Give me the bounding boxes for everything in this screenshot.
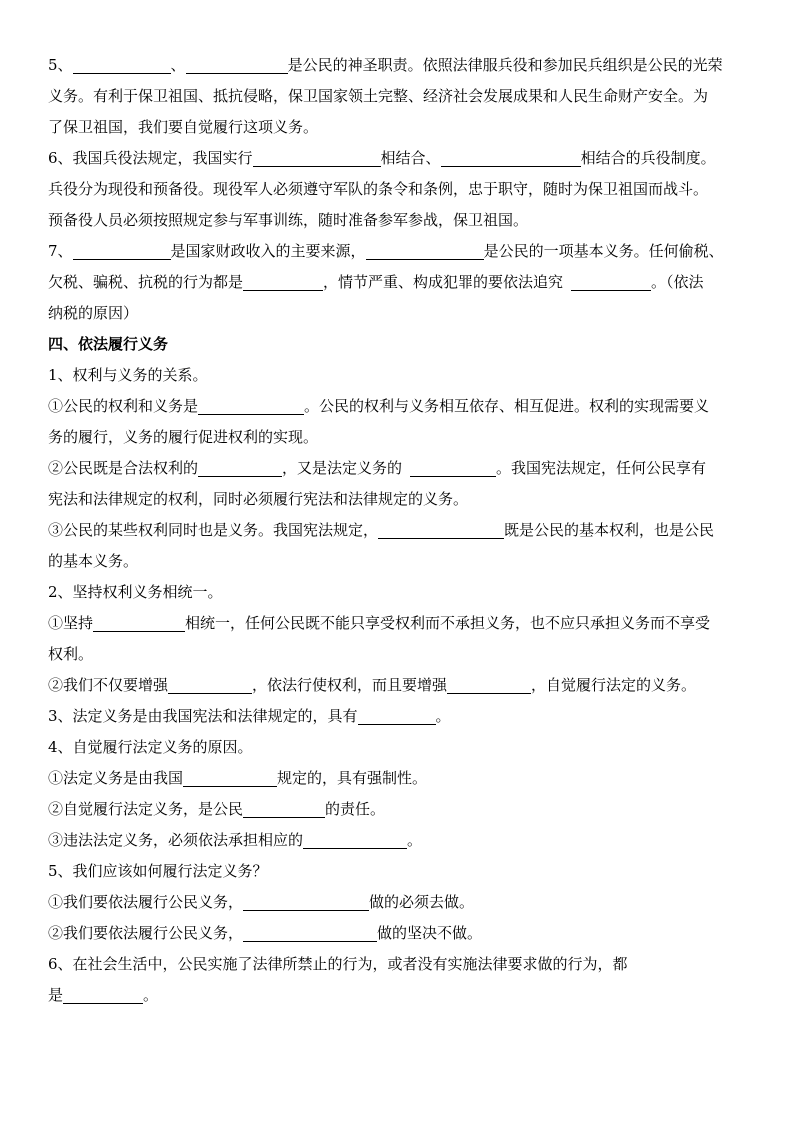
q1-a1-line2: 务的履行，义务的履行促进权利的实现。 xyxy=(48,428,319,446)
q3-pre: 3、法定义务是由我国宪法和法律规定的，具有 xyxy=(48,707,358,725)
answer-blank[interactable] xyxy=(358,706,436,725)
q1-a2-pre: ②公民既是合法权利的 xyxy=(48,459,199,477)
item5-line3: 了保卫祖国，我们要自觉履行这项义务。 xyxy=(48,118,319,136)
q1-a2-line2: 宪法和法律规定的权利，同时必须履行宪法和法律规定的义务。 xyxy=(48,490,469,508)
q4-title: 4、自觉履行法定义务的原因。 xyxy=(48,738,253,756)
answer-blank[interactable] xyxy=(198,458,282,477)
q4-a3-pre: ③违法法定义务，必须依法承担相应的 xyxy=(48,831,304,849)
q1-a2-mid: ，又是法定义务的 xyxy=(282,459,403,477)
q4-a3-post: 。 xyxy=(407,831,423,849)
answer-blank[interactable] xyxy=(447,675,531,694)
q5-title: 5、我们应该如何履行法定义务？ xyxy=(48,862,268,880)
section-heading: 四、依法履行义务 xyxy=(48,335,169,353)
answer-blank[interactable] xyxy=(186,55,288,74)
q1-a3-line1 xyxy=(48,515,748,546)
q5-a2-post: 做的坚决不做。 xyxy=(377,924,483,942)
answer-blank[interactable] xyxy=(243,892,369,911)
q5-a1-post: 做的必须去做。 xyxy=(369,893,475,911)
q2-a1-line2: 权利。 xyxy=(48,645,94,663)
item6-line2: 兵役分为现役和预备役。现役军人必须遵守军队的条令和条例，忠于职守，随时为保卫祖国而战斗。 xyxy=(48,180,709,198)
q1-a3-pre: ③公民的某些权利同时也是义务。我国宪法规定， xyxy=(48,521,379,539)
answer-blank[interactable] xyxy=(93,613,185,632)
item6-line1 xyxy=(48,143,748,174)
item5-line1 xyxy=(48,50,748,81)
q4-a2 xyxy=(48,794,748,825)
item5-text: 是公民的神圣职责。依照法律服兵役和参加民兵组织是公民的光荣 xyxy=(287,56,723,74)
q2-a1-line1 xyxy=(48,608,748,639)
q5-a1-pre: ①我们要依法履行公民义务， xyxy=(48,893,244,911)
answer-blank[interactable] xyxy=(571,272,651,291)
q2-a2-mid: ，依法行使权利，而且要增强 xyxy=(252,676,448,694)
q4-a2-post: 的责任。 xyxy=(325,800,386,818)
item5-separator: 、 xyxy=(170,56,186,74)
item7-text-a: 是国家财政收入的主要来源， xyxy=(170,242,366,260)
item7-text-d: ，情节严重、构成犯罪的要依法追究 xyxy=(323,273,564,291)
item7-text-c: 欠税、骗税、抗税的行为都是 xyxy=(48,273,244,291)
answer-blank[interactable] xyxy=(303,830,407,849)
q6-line2 xyxy=(48,980,748,1011)
q6-post: 。 xyxy=(143,986,159,1004)
answer-blank[interactable] xyxy=(73,55,171,74)
q1-a3-line2: 的基本义务。 xyxy=(48,552,139,570)
q3-line xyxy=(48,701,748,732)
item6-text-b: 相结合、 xyxy=(380,149,441,167)
q2-title: 2、坚持权利义务相统一。 xyxy=(48,583,223,601)
answer-blank[interactable] xyxy=(168,675,252,694)
q1-a3-post: 既是公民的基本权利，也是公民 xyxy=(504,521,715,539)
item7-number: 7、 xyxy=(48,242,73,260)
q3-post: 。 xyxy=(435,707,451,725)
answer-blank[interactable] xyxy=(253,148,381,167)
q1-a1-post: 。公民的权利与义务相互依存、相互促进。权利的实现需要义 xyxy=(304,397,710,415)
worksheet-page xyxy=(48,50,748,1011)
q1-a2-post: 。我国宪法规定，任何公民享有 xyxy=(496,459,707,477)
item5-number: 5、 xyxy=(48,56,73,74)
q5-a2 xyxy=(48,918,748,949)
answer-blank[interactable] xyxy=(183,768,277,787)
answer-blank[interactable] xyxy=(243,799,325,818)
item6-line3: 预备役人员必须按照规定参与军事训练，随时准备参军参战，保卫祖国。 xyxy=(48,211,529,229)
item7-text-e: 。（依法 xyxy=(651,273,704,291)
q4-a1-pre: ①法定义务是由我国 xyxy=(48,769,184,787)
q4-a2-pre: ②自觉履行法定义务，是公民 xyxy=(48,800,244,818)
item6-text-c: 相结合的兵役制度。 xyxy=(580,149,716,167)
q6-line1: 6、在社会生活中，公民实施了法律所禁止的行为，或者没有实施法律要求做的行为，都 xyxy=(48,955,628,973)
answer-blank[interactable] xyxy=(243,923,377,942)
q1-a1-pre: ①公民的权利和义务是 xyxy=(48,397,199,415)
q5-a1 xyxy=(48,887,748,918)
q2-a2-post: ，自觉履行法定的义务。 xyxy=(531,676,697,694)
item7-line1 xyxy=(48,236,748,267)
q2-a1-pre: ①坚持 xyxy=(48,614,94,632)
item7-text-b: 是公民的一项基本义务。任何偷税、 xyxy=(483,242,724,260)
q6-pre: 是 xyxy=(48,986,64,1004)
q1-a1-line1 xyxy=(48,391,748,422)
item7-line2 xyxy=(48,267,748,298)
q4-a3 xyxy=(48,825,748,856)
item7-line3: 纳税的原因） xyxy=(48,304,139,322)
q2-a1-post: 相统一，任何公民既不能只享受权利而不承担义务，也不应只承担义务而不享受 xyxy=(185,614,711,632)
q2-a2-line1 xyxy=(48,670,748,701)
answer-blank[interactable] xyxy=(378,520,504,539)
q1-a2-line1 xyxy=(48,453,748,484)
answer-blank[interactable] xyxy=(63,985,143,1004)
answer-blank[interactable] xyxy=(410,458,496,477)
item6-text-a: 6、我国兵役法规定，我国实行 xyxy=(48,149,253,167)
q2-a2-pre: ②我们不仅要增强 xyxy=(48,676,169,694)
answer-blank[interactable] xyxy=(441,148,581,167)
q5-a2-pre: ②我们要依法履行公民义务， xyxy=(48,924,244,942)
answer-blank[interactable] xyxy=(243,272,323,291)
item5-line2: 义务。有利于保卫祖国、抵抗侵略，保卫国家领土完整、经济社会发展成果和人民生命财产安全。为 xyxy=(48,87,709,105)
q4-a1 xyxy=(48,763,748,794)
answer-blank[interactable] xyxy=(366,241,484,260)
answer-blank[interactable] xyxy=(198,396,304,415)
q4-a1-post: 规定的，具有强制性。 xyxy=(277,769,428,787)
answer-blank[interactable] xyxy=(73,241,171,260)
q1-title: 1、权利与义务的关系。 xyxy=(48,366,208,384)
